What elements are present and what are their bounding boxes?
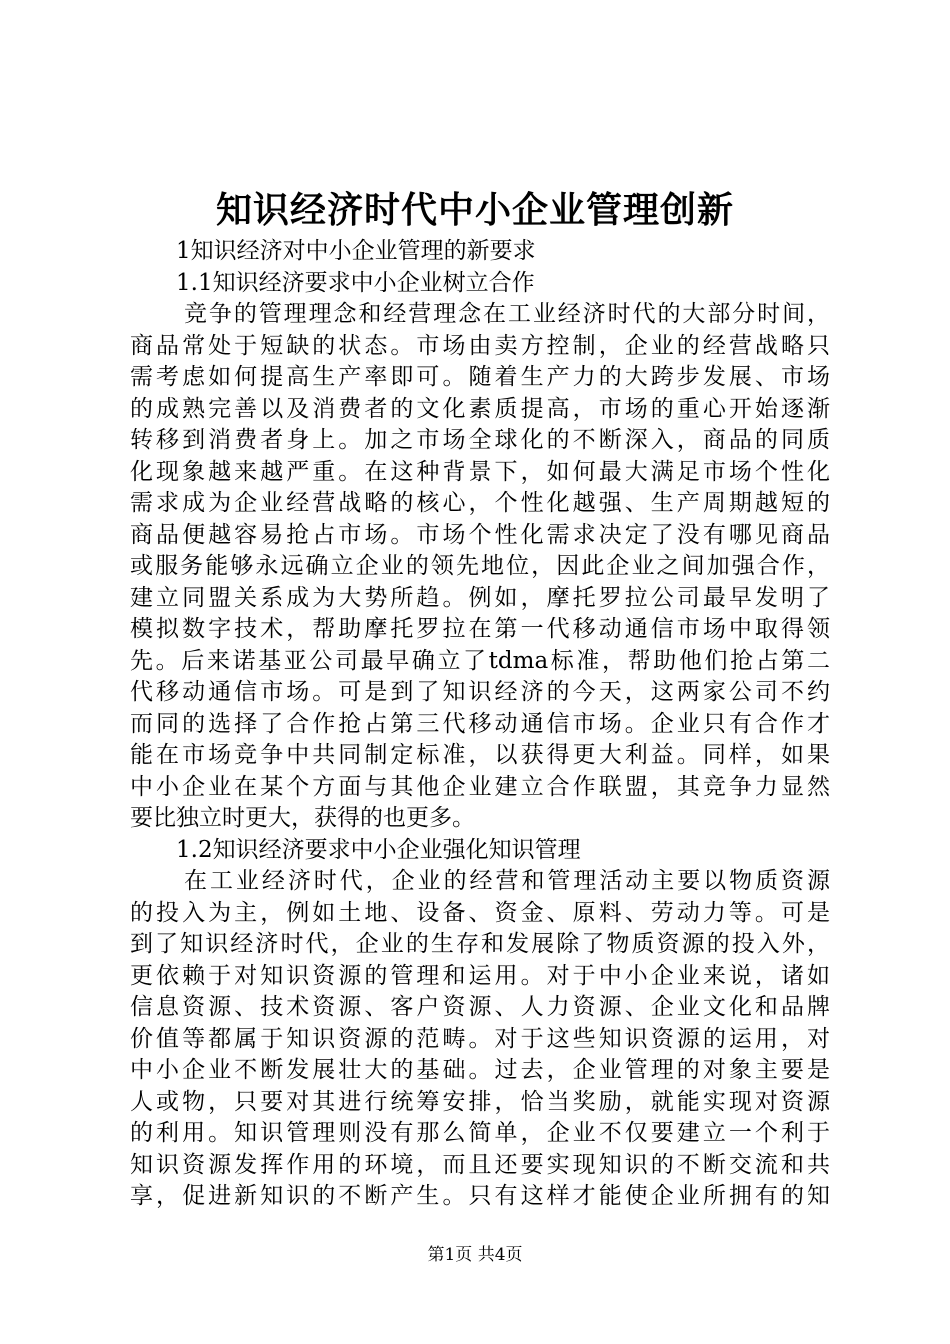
body-text-line: 价值等都属于知识资源的范畴。对于这些知识资源的运用，对 (130, 1025, 830, 1052)
body-text-line: 到了知识经济时代，企业的生存和发展除了物质资源的投入外， (130, 931, 830, 957)
body-text-line: 需求成为企业经营战略的核心，个性化越强、生产周期越短的 (130, 490, 830, 516)
body-text-line: 人或物，只要对其进行统筹安排，恰当奖励，就能实现对资源 (130, 1088, 830, 1115)
body-text-line: 在工业经济时代，企业的经营和管理活动主要以物质资源 (184, 868, 830, 894)
body-text-line: 化现象越来越严重。在这种背景下，如何最大满足市场个性化 (130, 458, 830, 485)
body-text-line: 代移动通信市场。可是到了知识经济的今天，这两家公司不约 (130, 679, 830, 705)
body-text-line: 信息资源、技术资源、客户资源、人力资源、企业文化和品牌 (130, 994, 830, 1020)
body-text-line: 竞争的管理理念和经营理念在工业经济时代的大部分时间， (184, 301, 830, 327)
body-text-line: 建立同盟关系成为大势所趋。例如，摩托罗拉公司最早发明了 (130, 584, 830, 611)
body-text-line: 能在市场竞争中共同制定标准，以获得更大利益。同样，如果 (130, 742, 830, 768)
body-text-line: 的成熟完善以及消费者的文化素质提高，市场的重心开始逐渐 (130, 395, 830, 422)
body-text-line: 享，促进新知识的不断产生。只有这样才能使企业所拥有的知 (130, 1183, 830, 1209)
page-footer: 第1页 共4页 (427, 1245, 523, 1265)
body-text-line: 的利用。知识管理则没有那么简单，企业不仅要建立一个利于 (130, 1120, 830, 1146)
section-heading: 1知识经济对中小企业管理的新要求 (176, 238, 536, 264)
body-text-line: 商品常处于短缺的状态。市场由卖方控制，企业的经营战略只 (130, 332, 830, 359)
body-text-line: 更依赖于对知识资源的管理和运用。对于中小企业来说，诸如 (130, 962, 830, 989)
body-text-line: 要比独立时更大，获得的也更多。 (130, 805, 475, 831)
body-text-line: 需考虑如何提高生产率即可。随着生产力的大跨步发展、市场 (130, 364, 830, 390)
body-text-line: 模拟数字技术，帮助摩托罗拉在第一代移动通信市场中取得领 (130, 616, 830, 642)
body-text-line: 转移到消费者身上。加之市场全球化的不断深入，商品的同质 (130, 427, 830, 453)
body-text-line: 的投入为主，例如土地、设备、资金、原料、劳动力等。可是 (130, 899, 830, 926)
section-heading: 1.2知识经济要求中小企业强化知识管理 (176, 836, 581, 863)
document-body (130, 236, 830, 1213)
body-text-line: 知识资源发挥作用的环境，而且还要实现知识的不断交流和共 (130, 1151, 830, 1178)
section-heading: 1.1知识经济要求中小企业树立合作 (176, 269, 535, 296)
page-title: 知识经济时代中小企业管理创新 (215, 189, 734, 231)
body-text-line: 或服务能够永远确立企业的领先地位，因此企业之间加强合作， (130, 553, 830, 579)
body-text-line: 中小企业不断发展壮大的基础。过去，企业管理的对象主要是 (130, 1057, 830, 1083)
body-text-line: 先。后来诺基亚公司最早确立了tdma标准，帮助他们抢占第二 (130, 647, 830, 674)
body-text-line: 而同的选择了合作抢占第三代移动通信市场。企业只有合作才 (130, 710, 830, 737)
body-text-line: 商品便越容易抢占市场。市场个性化需求决定了没有哪见商品 (130, 521, 830, 548)
body-text-line: 中小企业在某个方面与其他企业建立合作联盟，其竞争力显然 (130, 773, 830, 800)
